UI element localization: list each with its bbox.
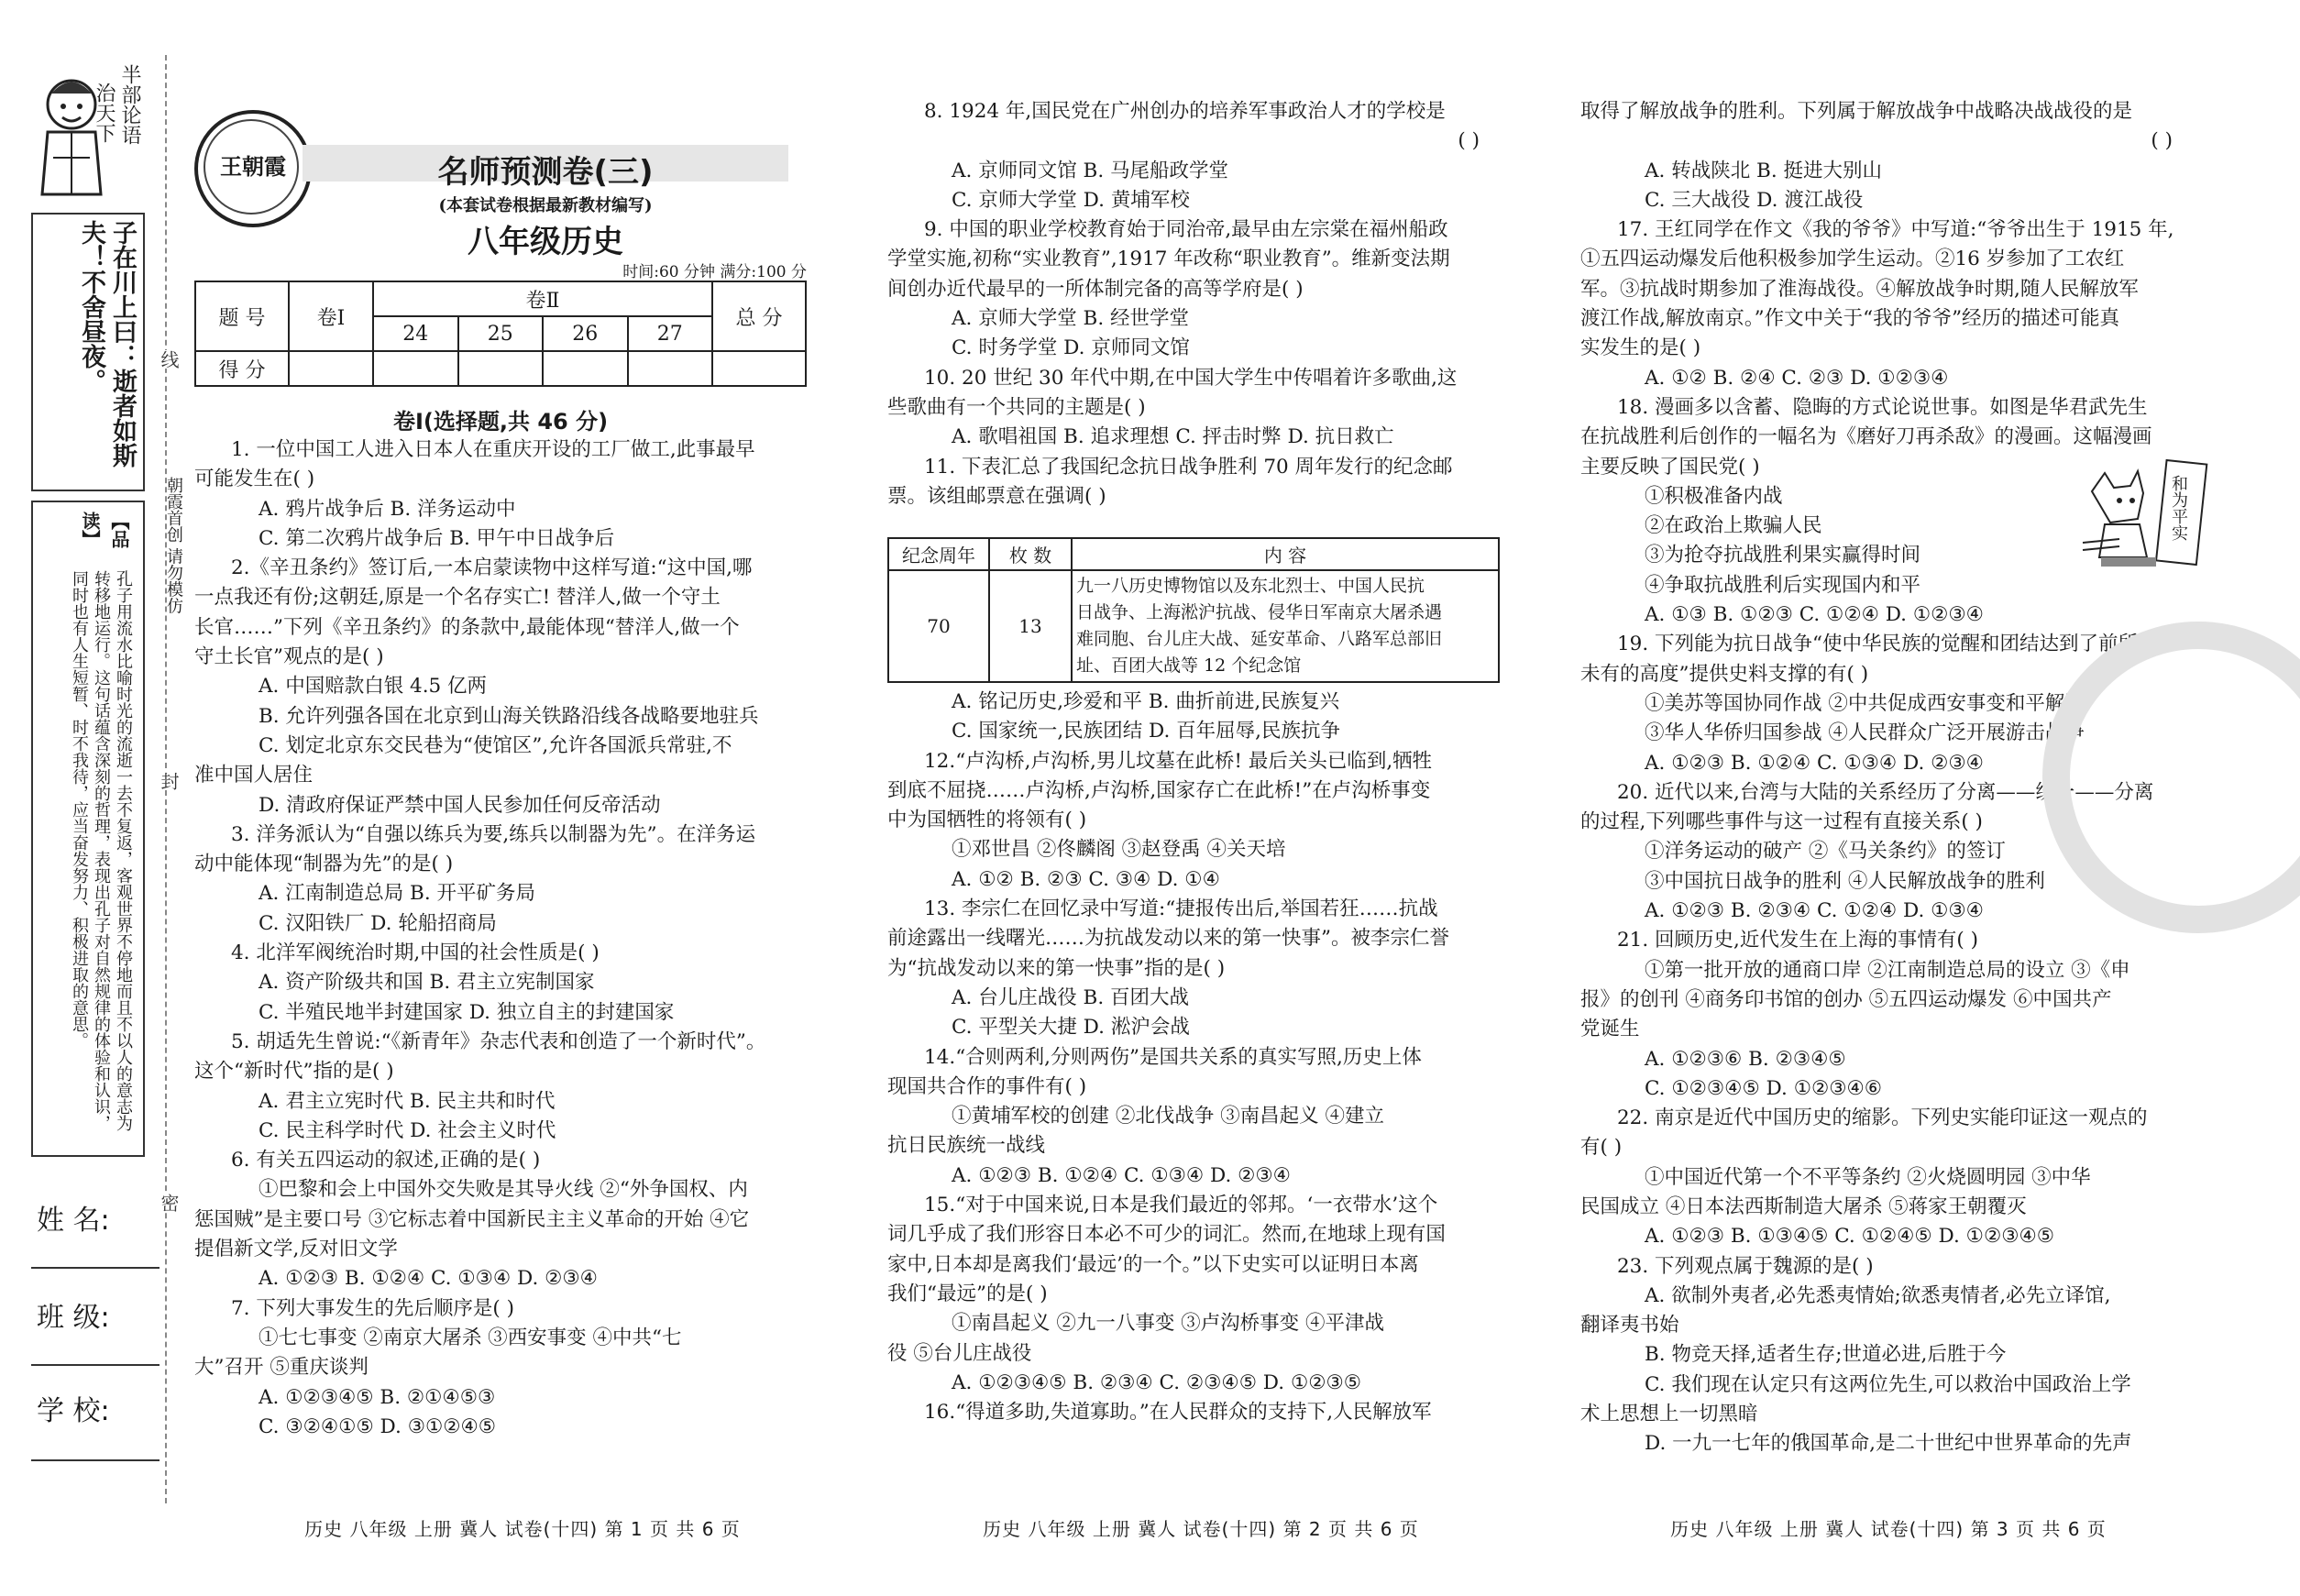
question-line: C. 时务学堂 D. 京师同文馆 [952, 336, 1190, 360]
question-line: 现国共合作的事件有( ) [887, 1074, 1087, 1098]
question-line: ③为抢夺抗战胜利果实赢得时间 [1645, 544, 1921, 567]
question-line: C. 国家统一,民族团结 D. 百年屈辱,民族抗争 [952, 720, 1340, 743]
question-line: A. ①②③ B. ①②④ C. ①③④ D. ②③④ [1645, 751, 1984, 775]
question-line: C. 三大战役 D. 渡江战役 [1645, 188, 1864, 212]
question-line: 14.“合则两利,分则两伤”是国共关系的真实写照,历史上体 [924, 1045, 1422, 1069]
question-line: 在抗战胜利后创作的一幅名为《磨好刀再杀敌》的漫画。这幅漫画 [1580, 425, 2152, 449]
class-line[interactable] [31, 1364, 160, 1366]
question-line: B. 允许列强各国在北京到山海关铁路沿线各战略要地驻兵 [259, 704, 759, 728]
score-cell[interactable] [712, 351, 806, 386]
seal-char-2: 封 [156, 772, 182, 790]
question-line: A. 转战陕北 B. 挺进大别山 [1645, 159, 1882, 182]
question-line: A. ①② B. ②③ C. ③④ D. ①④ [952, 867, 1220, 891]
question-line: ( ) [1458, 129, 1480, 153]
question-line: C. 平型关大捷 D. 淞沪会战 [952, 1016, 1190, 1040]
question-line: 到底不屈挠……卢沟桥,卢沟桥,国家存亡在此桥!”在卢沟桥事变 [887, 778, 1431, 802]
question-line: A. 京师大学堂 B. 经世学堂 [952, 307, 1189, 331]
question-line: ③中国抗日战争的胜利 ④人民解放战争的胜利 [1645, 869, 2045, 893]
question-line: ①中国近代第一个不平等条约 ②火烧圆明园 ③中华 [1645, 1165, 2091, 1189]
stamp-content-line: 址、百团大战等 12 个纪念馆 [1076, 655, 1302, 676]
question-line: 党诞生 [1580, 1018, 1640, 1041]
seal-char-3: 密 [156, 1194, 182, 1212]
footer-page-1: 历史 八年级 上册 冀人 试卷(十四) 第 1 页 共 6 页 [304, 1518, 741, 1540]
exam-subtitle: (本套试卷根据最新教材编写) [438, 196, 653, 215]
question-line: 大”召开 ⑤重庆谈判 [194, 1356, 369, 1380]
name-label: 姓 名: [37, 1205, 110, 1237]
score-row-label: 得 分 [195, 351, 289, 386]
question-line: 9. 中国的职业学校教育始于同治帝,最早由左宗棠在福州船政 [924, 218, 1448, 242]
question-line: A. 江南制造总局 B. 开平矿务局 [259, 882, 535, 906]
question-line: 可能发生在( ) [194, 468, 315, 491]
question-line: 我们“最远”的是( ) [887, 1282, 1048, 1305]
subject-title: 八年级历史 [468, 224, 623, 260]
question-line: 前途露出一线曙光……为抗战发动以来的第一快事”。被李宗仁誉 [887, 927, 1449, 951]
question-line: 11. 下表汇总了我国纪念抗日战争胜利 70 周年发行的纪念邮 [924, 455, 1453, 479]
question-line: A. ①②③ B. ②③④ C. ①②④ D. ①③④ [1645, 899, 1984, 923]
question-line: 7. 下列大事发生的先后顺序是( ) [231, 1296, 514, 1320]
question-line: 19. 下列能为抗日战争“使中华民族的觉醒和团结达到了前所 [1617, 633, 2139, 656]
question-line: ①巴黎和会上中国外交失败是其导火线 ②“外争国权、内 [259, 1178, 748, 1202]
question-line: 17. 王红同学在作文《我的爷爷》中写道:“爷爷出生于 1915 年, [1617, 218, 2174, 242]
question-line: 这个“新时代”指的是( ) [194, 1060, 394, 1084]
question-line: ①邓世昌 ②佟麟阁 ③赵登禹 ④关天培 [952, 838, 1286, 862]
question-line: A. ①②③④⑤ B. ②①④⑤③ [259, 1385, 496, 1409]
question-line: C. 我们现在认定只有这两位先生,可以救治中国政治上学 [1645, 1372, 2131, 1396]
question-line: ②在政治上欺骗人民 [1645, 514, 1822, 538]
reading-text: 孔子用流水比喻时光的流逝一去不复返，客观世界不停地而且不以人的意志为转移地运行。这句话蕴含深刻的哲理，表现出孔子对自然规律的体验和认识，同时也有人生短暂、时不我待，应当奋发努力、积极进取的意思。 [70, 570, 133, 1131]
question-line: 学堂实施,初称“实业教育”,1917 年改称“职业教育”。维新变法期 [887, 248, 1450, 271]
score-cell[interactable] [289, 351, 373, 386]
score-col-26: 26 [543, 316, 628, 351]
question-line: 18. 漫画多以含蓄、隐晦的方式论说世事。如图是华君武先生 [1617, 395, 2148, 419]
question-line: 有( ) [1580, 1136, 1623, 1160]
binding-sidebar [0, 0, 183, 1596]
badge-title: 半部论语 [118, 64, 141, 145]
question-line: 8. 1924 年,国民党在广州创办的培养军事政治人才的学校是 [924, 100, 1446, 123]
question-line: 21. 回顾历史,近代发生在上海的事情有( ) [1617, 929, 1978, 952]
question-line: 2.《辛丑条约》签订后,一本启蒙读物中这样写道:“这中国,哪 [231, 556, 753, 580]
question-line: 未有的高度”提供史料支撑的有( ) [1580, 662, 1869, 686]
question-line: C. 民主科学时代 D. 社会主义时代 [259, 1118, 556, 1142]
score-cell[interactable] [543, 351, 628, 386]
score-header-part2: 卷Ⅱ [373, 281, 712, 316]
question-line: 些歌曲有一个共同的主题是( ) [887, 395, 1146, 419]
stamp-count: 13 [989, 570, 1072, 682]
question-line: 词几乎成了我们形容日本必不可少的词汇。然而,在地球上现有国 [887, 1223, 1446, 1247]
question-line: A. 铭记历史,珍爱和平 B. 曲折前进,民族复兴 [952, 690, 1340, 713]
stamp-table [887, 537, 1500, 683]
school-line[interactable] [31, 1459, 160, 1461]
cartoon-image [2074, 455, 2209, 572]
question-line: 惩国贼”是主要口号 ③它标志着中国新民主主义革命的开始 ④它 [194, 1207, 750, 1231]
question-line: 提倡新文学,反对旧文学 [194, 1238, 398, 1261]
quote-text: 子在川上曰：逝者如斯夫！不舍昼夜。 [77, 220, 137, 468]
question-line: 家中,日本却是离我们‘最远’的一个。”以下史实可以证明日本离 [887, 1252, 1419, 1276]
question-line: ①五四运动爆发后他积极参加学生运动。②16 岁参加了工农红 [1580, 248, 2125, 271]
question-line: B. 物竞天择,适者生存;世道必进,后胜于今 [1645, 1343, 2007, 1367]
question-line: 长官……”下列《辛丑条约》的条款中,最能体现“替洋人,做一个 [194, 615, 740, 639]
question-line: A. ①②③ B. ①②④ C. ①③④ D. ②③④ [259, 1267, 598, 1291]
question-line: 票。该组邮票意在强调( ) [887, 484, 1106, 508]
question-line: A. 欲制外夷者,必先悉夷情始;欲悉夷情者,必先立译馆, [1645, 1283, 2111, 1307]
score-col-27: 27 [628, 316, 713, 351]
question-line: 为“抗战发动以来的第一快事”指的是( ) [887, 956, 1226, 980]
question-line: A. 资产阶级共和国 B. 君主立宪制国家 [259, 971, 595, 995]
brand-note: 朝霞首创 请勿模仿 [164, 477, 183, 614]
score-cell[interactable] [628, 351, 713, 386]
question-line: D. 清政府保证严禁中国人民参加任何反帝活动 [259, 793, 661, 817]
reading-title: 【品读】 [79, 512, 130, 548]
stamp-content [1072, 570, 1499, 682]
question-line: C. ①②③④⑤ D. ①②③④⑥ [1645, 1076, 1883, 1100]
question-line: 4. 北洋军阀统治时期,中国的社会性质是( ) [231, 941, 600, 965]
question-line: A. ①② B. ②④ C. ②③ D. ①②③④ [1645, 366, 1949, 390]
question-line: 抗日民族统一战线 [887, 1134, 1046, 1158]
question-line: A. ①②③ B. ①③④⑤ C. ①②④⑤ D. ①②③④⑤ [1645, 1225, 2055, 1249]
question-line: 10. 20 世纪 30 年代中期,在中国大学生中传唱着许多歌曲,这 [924, 366, 1458, 390]
quote-box [31, 213, 145, 491]
question-line: ①七七事变 ②南京大屠杀 ③西安事变 ④中共“七 [259, 1326, 682, 1349]
score-cell[interactable] [373, 351, 458, 386]
question-line: A. ①②③ B. ①②④ C. ①③④ D. ②③④ [952, 1163, 1291, 1187]
score-header-total: 总 分 [712, 281, 806, 351]
question-line: ①积极准备内战 [1645, 484, 1783, 508]
class-label: 班 级: [37, 1302, 110, 1334]
score-header-number: 题 号 [195, 281, 289, 351]
score-header-part1: 卷Ⅰ [289, 281, 373, 351]
stamp-header-year: 纪念周年 [888, 538, 989, 570]
column-2 [887, 97, 1502, 512]
question-line: C. ③②④①⑤ D. ③①②④⑤ [259, 1414, 497, 1438]
question-line: C. 汉阳铁厂 D. 轮船招商局 [259, 911, 497, 935]
question-line: 动中能体现“制器为先”的是( ) [194, 853, 454, 876]
question-line: A. ①②③④⑤ B. ②③④ C. ②③④⑤ D. ①②③⑤ [952, 1370, 1362, 1394]
score-cell[interactable] [458, 351, 544, 386]
question-line: A. ①③ B. ①②③ C. ①②④ D. ①②③④ [1645, 603, 1984, 627]
question-line: 准中国人居住 [194, 764, 314, 787]
school-label: 学 校: [37, 1395, 110, 1427]
question-line: 22. 南京是近代中国历史的缩影。下列史实能印证这一观点的 [1617, 1106, 2148, 1130]
question-line: C. 半殖民地半封建国家 D. 独立自主的封建国家 [259, 1000, 675, 1024]
stamp-header-content: 内 容 [1072, 538, 1499, 570]
question-line: ①美苏等国协同作战 ②中共促成西安事变和平解决 [1645, 691, 2085, 715]
question-line: 16.“得道多助,失道寡助。”在人民群众的支持下,人民解放军 [924, 1401, 1432, 1425]
question-line: ①第一批开放的通商口岸 ②江南制造总局的设立 ③《申 [1645, 958, 2130, 982]
question-line: ①黄埔军校的创建 ②北伐战争 ③南昌起义 ④建立 [952, 1105, 1385, 1128]
stamp-year: 70 [888, 570, 989, 682]
column-1 [194, 435, 818, 1442]
question-line: D. 一九一七年的俄国革命,是二十世纪中世界革命的先声 [1645, 1432, 2132, 1456]
stamp-content-line: 难同胞、台儿庄大战、延安革命、八路军总部旧 [1076, 629, 1443, 649]
score-table [194, 281, 807, 387]
question-line: 20. 近代以来,台湾与大陆的关系经历了分离——统一——分离 [1617, 780, 2154, 804]
stamp-header-count: 枚 数 [989, 538, 1072, 570]
question-line: 15.“对于中国来说,日本是我们最近的邻邦。‘一衣带水’这个 [924, 1194, 1438, 1217]
question-line: 的过程,下列哪些事件与这一过程有直接关系( ) [1580, 810, 1983, 834]
question-line: A. 鸦片战争后 B. 洋务运动中 [259, 497, 516, 521]
footer-page-3: 历史 八年级 上册 冀人 试卷(十四) 第 3 页 共 6 页 [1670, 1518, 2107, 1540]
stamp-content-line: 日战争、上海淞沪抗战、侵华日军南京大屠杀遇 [1076, 602, 1443, 622]
question-line: C. 京师大学堂 D. 黄埔军校 [952, 188, 1190, 212]
question-line: 23. 下列观点属于魏源的是( ) [1617, 1254, 1874, 1278]
question-line: A. 歌唱祖国 B. 追求理想 C. 抨击时弊 D. 抗日救亡 [952, 425, 1394, 449]
question-line: 报》的创刊 ④商务印书馆的创办 ⑤五四运动爆发 ⑥中国共产 [1580, 987, 2112, 1011]
question-line: 12.“卢沟桥,卢沟桥,男儿坟墓在此桥! 最后关头已临到,牺牲 [924, 749, 1433, 773]
score-col-25: 25 [458, 316, 544, 351]
question-line: 实发生的是( ) [1580, 336, 1701, 360]
question-line: A. 台儿庄战役 B. 百团大战 [952, 985, 1189, 1009]
seal-char-1: 线 [156, 350, 182, 369]
question-line: 守土长官”观点的是( ) [194, 645, 384, 669]
section-heading: 卷Ⅰ(选择题,共 46 分) [392, 409, 609, 435]
time-info: 时间:60 分钟 满分:100 分 [622, 263, 807, 281]
question-line: ④争取抗战胜利后实现国内和平 [1645, 573, 1921, 597]
question-line: 13. 李宗仁在回忆录中写道:“捷报传出后,举国若狂……抗战 [924, 897, 1438, 921]
score-col-24: 24 [373, 316, 458, 351]
logo-text: 王朝霞 [220, 154, 286, 180]
question-line: 术上思想上一切黑暗 [1580, 1403, 1758, 1426]
question-line: 3. 洋务派认为“自强以练兵为要,练兵以制器为先”。在洋务运 [231, 822, 756, 846]
reading-box [31, 501, 145, 1157]
question-line: 军。③抗战时期参加了淮海战役。④解放战争时期,随人民解放军 [1580, 277, 2139, 301]
question-line: 主要反映了国民党( ) [1580, 455, 1760, 479]
name-line[interactable] [31, 1267, 160, 1269]
question-line: ①南昌起义 ②九一八事变 ③卢沟桥事变 ④平津战 [952, 1312, 1385, 1336]
column-2-continued [887, 688, 1502, 1427]
question-line: ③华人华侨归国参战 ④人民群众广泛开展游击战争 [1645, 721, 2085, 745]
question-line: 民国成立 ④日本法西斯制造大屠杀 ⑤蒋家王朝覆灭 [1580, 1194, 2027, 1218]
publisher-logo [194, 110, 312, 227]
question-line: 1. 一位中国工人进入日本人在重庆开设的工厂做工,此事最早 [231, 438, 755, 461]
footer-page-2: 历史 八年级 上册 冀人 试卷(十四) 第 2 页 共 6 页 [983, 1518, 1419, 1540]
question-line: A. 中国赔款白银 4.5 亿两 [259, 675, 488, 699]
question-line: A. ①②③⑥ B. ②③④⑤ [1645, 1047, 1846, 1071]
stamp-content-line: 九一八历史博物馆以及东北烈士、中国人民抗 [1076, 576, 1425, 596]
question-line: 一点我还有份;这朝廷,原是一个名存实亡! 替洋人,做一个守土 [194, 586, 721, 610]
question-line: A. 京师同文馆 B. 马尾船政学堂 [952, 159, 1228, 182]
question-line: 5. 胡适先生曾说:“《新青年》杂志代表和创造了一个新时代”。 [231, 1029, 766, 1053]
exam-title: 名师预测卷(三) [437, 154, 654, 191]
badge-subtitle: 治天下 [93, 83, 116, 143]
question-line: 役 ⑤台儿庄战役 [887, 1341, 1032, 1365]
question-line: C. 第二次鸦片战争后 B. 甲午中日战争后 [259, 526, 615, 550]
question-line: 6. 有关五四运动的叙述,正确的是( ) [231, 1149, 541, 1172]
question-line: ( ) [2151, 129, 2173, 153]
question-line: ①洋务运动的破产 ②《马关条约》的签订 [1645, 840, 2006, 864]
question-line: 渡江作战,解放南京。”作文中关于“我的爷爷”经历的描述可能真 [1580, 307, 2120, 331]
question-line: 间创办近代最早的一所体制完备的高等学府是( ) [887, 277, 1304, 301]
question-line: C. 划定北京东交民巷为“使馆区”,允许各国派兵常驻,不 [259, 733, 732, 757]
cartoon-sign-text: 和为平实 [2169, 475, 2188, 541]
question-line: 取得了解放战争的胜利。下列属于解放战争中战略决战战役的是 [1580, 100, 2133, 123]
question-line: 翻译夷书始 [1580, 1314, 1679, 1337]
question-line: 中为国牺牲的将领有( ) [887, 809, 1087, 832]
question-line: A. 君主立宪时代 B. 民主共和时代 [259, 1089, 556, 1113]
